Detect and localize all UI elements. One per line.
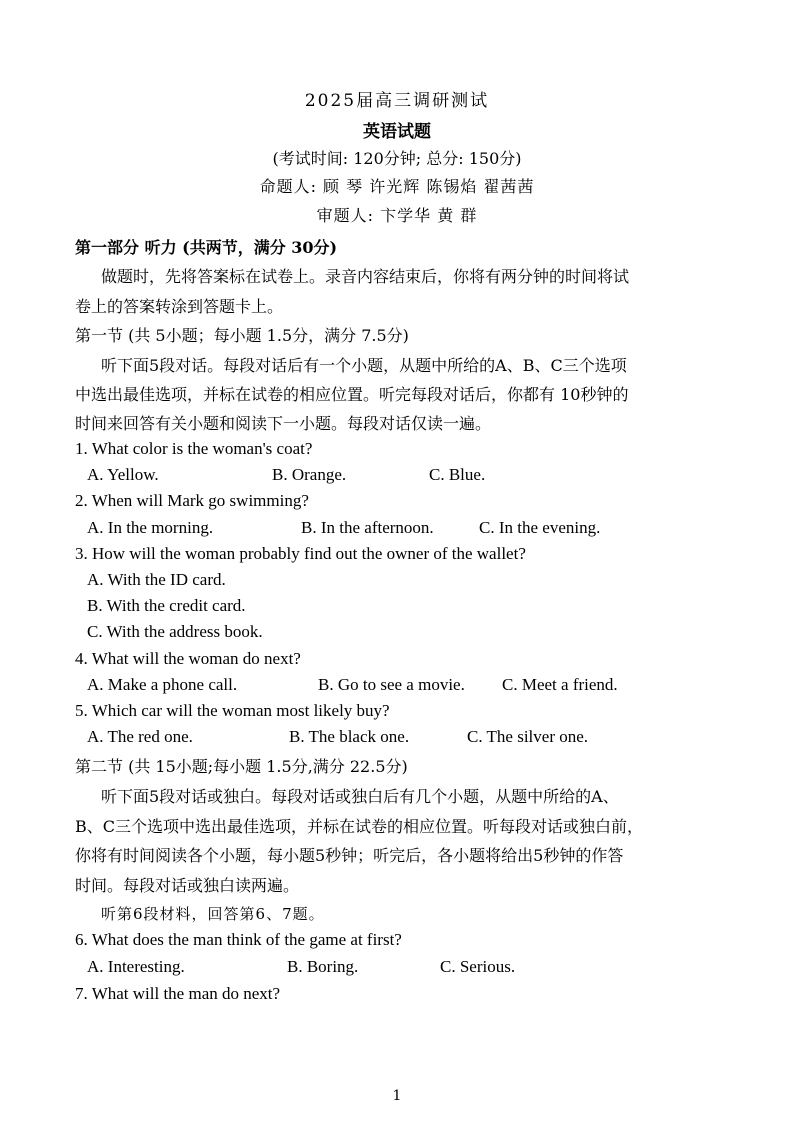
option-b: B. Go to see a movie. — [318, 675, 465, 694]
option-a: A. Make a phone call. — [87, 675, 238, 694]
option-b: B. Orange. — [272, 465, 347, 484]
option-c: C. Blue. — [429, 465, 486, 484]
question-text: 5. Which car will the woman most likely buy? — [75, 701, 390, 720]
section1-instruction-line: 中选出最佳选项，并标在试卷的相应位置。听完每段对话后，你都有 10秒钟的 — [75, 385, 629, 404]
option-a: A. The red one. — [87, 727, 193, 746]
section2-instruction-line: 你将有时间阅读各个小题，每小题5秒钟；听完后，各小题将给出5秒钟的作答 — [75, 846, 624, 865]
option-c: C. With the address book. — [87, 622, 263, 641]
time-score-line: (考试时间: 120分钟; 总分: 150分) — [272, 149, 522, 168]
question-text: 1. What color is the woman's coat? — [75, 439, 313, 458]
subject-title: 英语试题 — [363, 122, 431, 142]
question-text: 7. What will the man do next? — [75, 984, 281, 1003]
question-text: 6. What does the man think of the game at first? — [75, 930, 402, 949]
option-c: C. The silver one. — [467, 727, 589, 746]
option-c: C. In the evening. — [479, 518, 601, 537]
option-c: C. Serious. — [440, 957, 516, 976]
section1-instruction-line: 听下面5段对话。每段对话后有一个小题，从题中所给的A、B、C三个选项 — [101, 356, 627, 375]
option-b: B. The black one. — [289, 727, 410, 746]
question-text: 4. What will the woman do next? — [75, 649, 301, 668]
section1-title: 第一节 (共 5小题；每小题 1.5分，满分 7.5分) — [75, 326, 409, 345]
exam-title: 2025届高三调研测试 — [304, 91, 490, 111]
part1-title: 第一部分 听力 (共两节，满分 30分) — [75, 238, 338, 257]
section2-title: 第二节 (共 15小题;每小题 1.5分,满分 22.5分) — [75, 757, 408, 776]
reviewers-line: 审题人: 卞学华 黄 群 — [316, 206, 478, 225]
authors-line: 命题人: 顾 琴 许光辉 陈锡焰 翟茜茜 — [259, 177, 535, 196]
material-note: 听第6段材料，回答第6、7题。 — [101, 905, 325, 923]
option-b: B. Boring. — [287, 957, 359, 976]
question-text: 2. When will Mark go swimming? — [75, 491, 309, 510]
option-a: A. With the ID card. — [87, 570, 226, 589]
part1-instruction-line: 卷上的答案转涂到答题卡上。 — [75, 297, 284, 316]
option-c: C. Meet a friend. — [502, 675, 618, 694]
section2-instruction-line: 听下面5段对话或独白。每段对话或独白后有几个小题，从题中所给的A、 — [101, 787, 619, 806]
option-b: B. With the credit card. — [87, 596, 246, 615]
page-number: 1 — [392, 1088, 402, 1104]
option-a: A. Interesting. — [87, 957, 185, 976]
part1-instruction-line: 做题时，先将答案标在试卷上。录音内容结束后，你将有两分钟的时间将试 — [101, 267, 630, 286]
section1-instruction-line: 时间来回答有关小题和阅读下一小题。每段对话仅读一遍。 — [75, 414, 492, 433]
option-a: A. In the morning. — [87, 518, 214, 537]
section2-instruction-line: B、C三个选项中选出最佳选项，并标在试卷的相应位置。听每段对话或独白前， — [75, 817, 644, 836]
section2-instruction-line: 时间。每段对话或独白读两遍。 — [75, 876, 300, 895]
option-a: A. Yellow. — [87, 465, 159, 484]
option-b: B. In the afternoon. — [301, 518, 434, 537]
question-text: 3. How will the woman probably find out the owner of the wallet? — [75, 544, 526, 563]
